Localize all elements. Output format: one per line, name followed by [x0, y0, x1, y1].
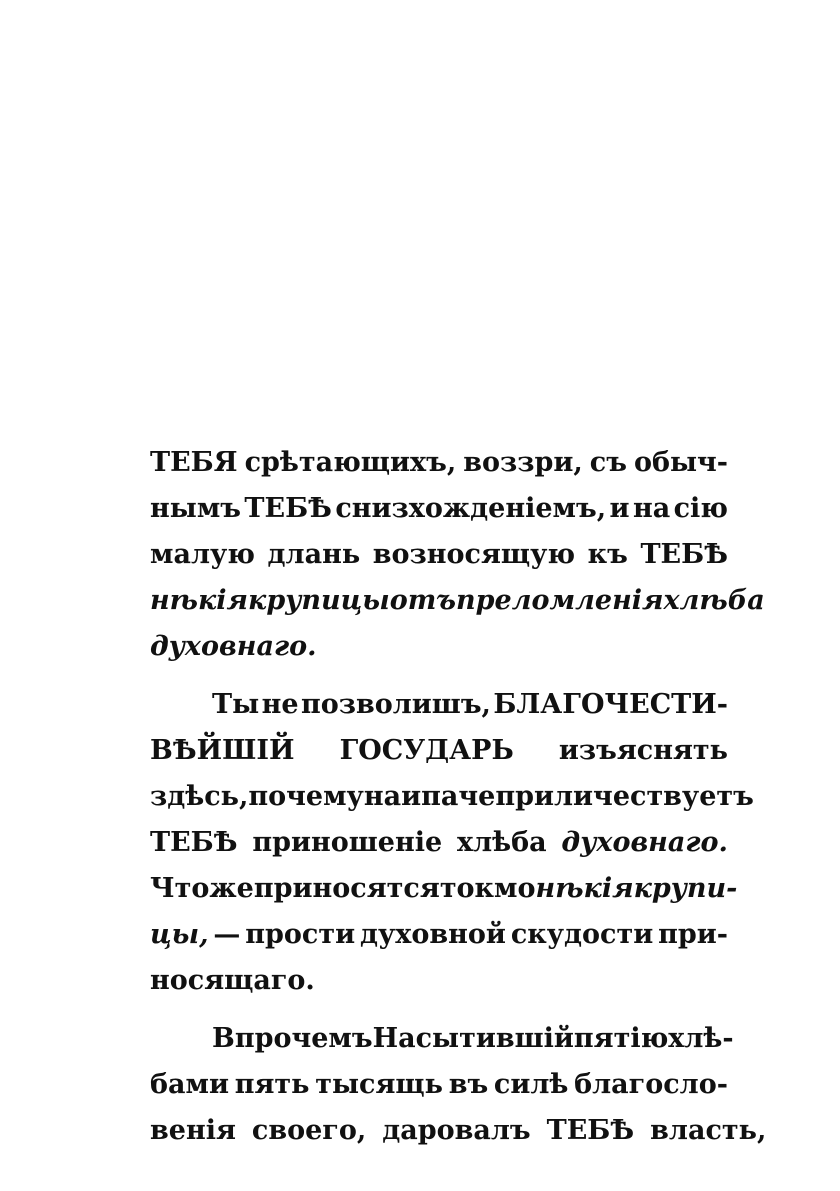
text-line — [150, 774, 754, 820]
word: благосло- — [574, 1069, 728, 1100]
word: ТЕБѢ — [150, 827, 238, 858]
paragraph-gap — [150, 670, 728, 682]
word: пять — [234, 1069, 310, 1100]
text-line — [150, 624, 728, 670]
word: воззри, — [463, 447, 583, 478]
word: ТЕБЯ — [150, 447, 238, 478]
word: въ — [448, 1069, 489, 1100]
word: Что — [150, 873, 210, 904]
text-line — [150, 1108, 767, 1154]
word: силѣ — [493, 1069, 569, 1100]
word: ВѢЙШІЙ — [150, 735, 295, 766]
word: тысящь — [315, 1069, 443, 1100]
word: носящаго. — [150, 965, 315, 996]
word: бами — [150, 1069, 229, 1100]
word: пятію — [573, 1023, 669, 1054]
word: возносящую — [372, 539, 576, 570]
word: крупи- — [633, 873, 738, 904]
word: малую — [150, 539, 255, 570]
word: своего, — [251, 1115, 367, 1146]
paragraph-gap — [150, 1004, 728, 1016]
word: цы, — [150, 919, 209, 950]
word: на — [632, 493, 671, 524]
paragraph — [150, 440, 765, 670]
word: хлѣ- — [668, 1023, 734, 1054]
word: сію — [673, 493, 728, 524]
word: снизхожденіемъ, — [335, 493, 607, 524]
word: приносятся — [253, 873, 440, 904]
word: къ — [587, 539, 628, 570]
word: ГОСУДАРЬ — [339, 735, 514, 766]
word: духовнаго. — [150, 631, 317, 662]
word: духовной — [360, 919, 506, 950]
word: прости — [245, 919, 356, 950]
word: не — [261, 689, 299, 720]
word: нѣкія — [535, 873, 634, 904]
word: и — [609, 493, 630, 524]
text-line — [150, 820, 728, 866]
word: ТЕБѢ — [640, 539, 728, 570]
word: наипаче — [363, 781, 496, 812]
word: Впрочемъ — [212, 1023, 373, 1054]
word: власть, — [650, 1115, 767, 1146]
word: срѣтающихъ, — [244, 447, 457, 478]
word: скудости — [510, 919, 654, 950]
page-text — [150, 440, 767, 1154]
word: длань — [267, 539, 361, 570]
word: токмо — [439, 873, 536, 904]
word: ТЕБѢ — [244, 493, 332, 524]
text-line — [150, 728, 728, 774]
text-line — [150, 440, 728, 486]
word: приличествуетъ — [495, 781, 754, 812]
word: приношеніе — [252, 827, 443, 858]
paragraph — [150, 1016, 767, 1154]
text-line — [150, 532, 728, 578]
word: нѣкія — [150, 585, 249, 616]
word: при- — [658, 919, 728, 950]
text-line — [150, 958, 728, 1004]
word: крупицы — [248, 585, 390, 616]
word: изъяснять — [558, 735, 728, 766]
word: даровалъ — [382, 1115, 531, 1146]
word: отъ — [389, 585, 456, 616]
word: духовнаго. — [561, 827, 728, 858]
text-line — [150, 866, 738, 912]
word: хлѣба — [663, 585, 765, 616]
word: почему — [248, 781, 364, 812]
text-line — [150, 1062, 728, 1108]
text-line — [150, 682, 728, 728]
text-line — [150, 1016, 734, 1062]
word: венія — [150, 1115, 236, 1146]
word: же — [209, 873, 254, 904]
word: съ — [589, 447, 627, 478]
text-line — [150, 912, 728, 958]
word: — — [213, 919, 241, 950]
word: БЛАГОЧЕСТИ- — [493, 689, 728, 720]
word: позволишъ, — [300, 689, 491, 720]
text-line — [150, 486, 728, 532]
word: нымъ — [150, 493, 241, 524]
word: ТЕБѢ — [546, 1115, 635, 1146]
word: Насытившій — [372, 1023, 574, 1054]
word: обыч- — [633, 447, 728, 478]
word: Ты — [212, 689, 260, 720]
text-line — [150, 578, 765, 624]
paragraph — [150, 682, 754, 1004]
word: преломленія — [456, 585, 664, 616]
word: хлѣба — [456, 827, 547, 858]
word: здѣсь, — [150, 781, 249, 812]
